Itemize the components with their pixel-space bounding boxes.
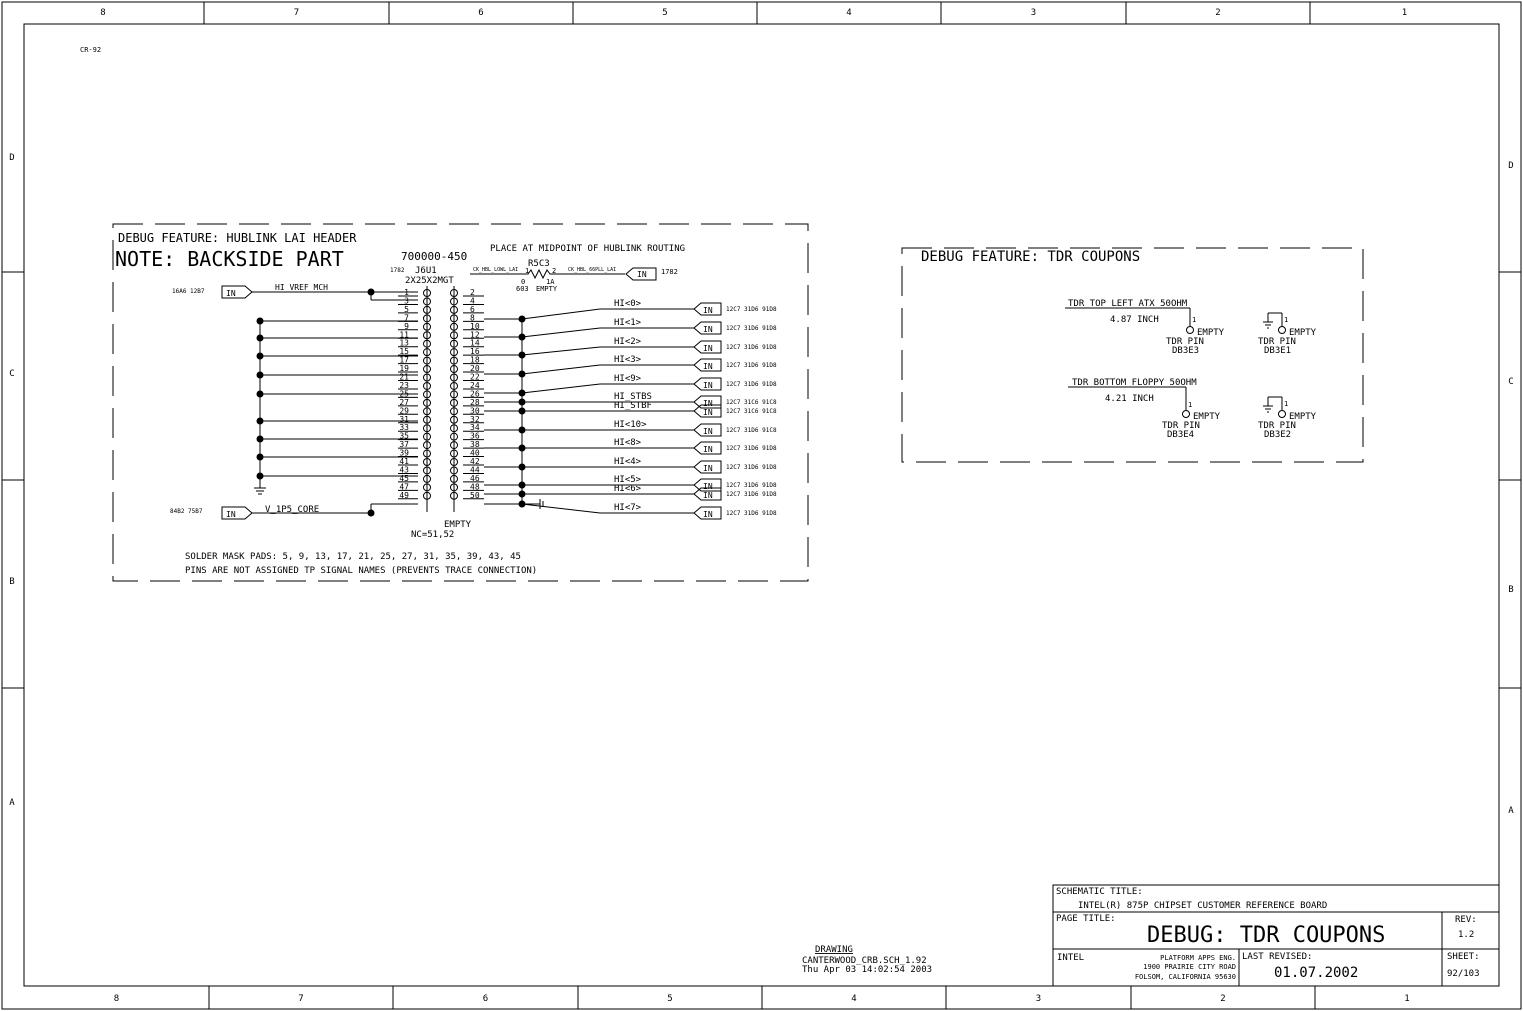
connector-page-ref: 1782 [390,267,405,274]
top-column-labels [100,8,1407,18]
connector-pin-left: 37 [399,440,409,450]
ground-junction [257,391,264,398]
ground-junction [257,436,264,443]
tdr-coupon-2-pin-label: TDR PIN [1162,421,1200,431]
tdr-coupon-2-net: TDR_BOTTOM_FLOPPY_50OHM [1072,378,1197,388]
inner-border [24,24,1499,986]
ground-symbol-right [540,499,543,509]
tdr-coupon-1-net: TDR_TOP_LEFT_ATX_50OHM [1068,299,1188,309]
tdr-coupon-1-ground [1263,313,1282,328]
signal-net-name: HI_STBF [614,401,652,411]
connector-pin-left: 9 [404,321,409,331]
sheet-label: SHEET: [1447,952,1480,962]
signal-in-port-label: IN [703,381,713,390]
connector-pin-left: 25 [399,389,409,399]
connector-pin-left: 49 [399,490,409,500]
signal-net-name: HI<4> [614,457,642,467]
resistor-package: 603 [516,285,529,293]
connector-pin-right: 22 [470,372,480,382]
placement-note: PLACE AT MIDPOINT OF HUBLINK ROUTING [490,244,686,254]
right-row-label: C [1508,377,1514,387]
connector-pin-left: 41 [399,457,409,466]
vref-page-ref: 16A6 12B7 [172,288,205,295]
hublink-title: DEBUG FEATURE: HUBLINK LAI HEADER [118,231,357,245]
right-row-label: B [1508,585,1514,595]
signal-page-refs: 12C7 31D6 91D8 [726,510,777,517]
top-column-label: 1 [1401,8,1408,18]
drawing-file: CANTERWOOD_CRB.SCH_1.92 [802,956,927,966]
right-row-label: D [1508,161,1514,171]
connector-pin-right: 28 [470,397,480,407]
ground-junction [257,372,264,379]
zone-dividers [2,2,1521,1009]
connector-pin-right: 32 [470,414,480,424]
left-row-label: C [9,369,15,379]
hublink-signal-row [484,438,777,454]
connector-pin-right: 34 [470,423,480,433]
tdr-gnd-2-pin-num: 1 [1284,400,1289,408]
connector-pin-right: 48 [470,482,480,492]
resistor-pin1: 1 [525,267,530,275]
connector-type: 2X25X2MGT [405,276,454,286]
tdr-gnd-1-empty: EMPTY [1289,328,1317,338]
tdr-coupons-block [902,248,1363,462]
company-dept: PLATFORM APPS ENG. [1160,954,1236,962]
rev-value: 1.2 [1458,930,1475,940]
right-row-label: A [1508,806,1514,816]
top-column-label: 6 [478,8,484,18]
connector-pin-left: 43 [399,465,409,475]
signal-page-refs: 12C7 31D6 91D8 [726,362,777,369]
company-name: INTEL [1057,953,1085,963]
signal-net-name: HI<6> [614,484,642,494]
signal-in-port-label: IN [703,362,713,371]
signal-net-name: HI<3> [614,355,642,365]
res-in-port-label: IN [637,270,647,279]
connector-pin-left: 15 [399,347,409,357]
signal-page-refs: 12C7 31D6 91D8 [726,381,777,388]
connector-pin-left: 5 [404,304,409,314]
core-page-ref: 84B2 75B7 [170,508,203,515]
connector-pin-left: 45 [399,473,409,483]
signal-page-refs: 12C7 31D6 91D8 [726,464,777,471]
tdr-gnd-2-empty: EMPTY [1289,412,1317,422]
tdr-coupon-2-pad [1183,411,1190,418]
drawing-info [802,945,932,975]
page-title-label: PAGE TITLE: [1056,914,1116,924]
bottom-column-label: 3 [1035,994,1042,1004]
connector-pin-left: 27 [399,397,409,407]
tdr-coupon-1-refdes: DB3E3 [1172,346,1200,356]
connector-pin-right: 10 [470,321,480,331]
res-net-left: CK_HBL_LOWL_LAI [473,267,519,273]
signal-in-port-label: IN [703,427,713,436]
tdr-coupon-2-empty: EMPTY [1193,412,1221,422]
core-in-port-label: IN [226,510,236,519]
connector-pin-right: 24 [470,380,480,390]
right-row-labels [1508,161,1514,816]
signal-in-port-label: IN [703,445,713,454]
connector-pin-right: 44 [470,465,480,475]
connector-pin-left: 33 [399,423,409,433]
company-address-1: 1900 PRAIRIE CITY ROAD [1143,963,1236,971]
solder-mask-note: SOLDER MASK PADS: 5, 9, 13, 17, 21, 25, 27, 31, 35, 39, 43, 45 [185,552,521,562]
signal-page-refs: 12C7 31D6 91D8 [726,344,777,351]
page-title: DEBUG: TDR COUPONS [1147,923,1386,948]
connector-pin-right: 14 [470,338,480,348]
connector-pin-left: 29 [399,406,409,416]
bottom-column-label: 7 [298,994,304,1004]
res-port-page-ref: 1782 [661,268,678,276]
signal-page-refs: 12C7 31D6 91D8 [726,482,777,489]
ground-symbol-left [254,488,266,494]
signal-net-name: HI<0> [614,299,642,309]
tdr-coupon-1-pin-num: 1 [1192,316,1197,324]
company-address-2: FOLSOM, CALIFORNIA 95630 [1134,973,1236,981]
last-revised-label: LAST REVISED: [1242,952,1313,962]
signal-page-refs: 12C7 31D6 91D8 [726,491,777,498]
backside-note: NOTE: BACKSIDE PART [115,247,344,271]
bottom-column-label: 2 [1220,994,1226,1004]
connector-pin-right: 6 [470,304,475,314]
left-row-label: A [9,798,15,808]
signal-in-port-label: IN [703,482,713,491]
signal-net-name: HI<2> [614,337,642,347]
ground-junction [257,318,264,325]
pin-assignment-note: PINS ARE NOT ASSIGNED TP SIGNAL NAMES (PREVENTS TRACE CONNECTION) [185,566,538,576]
connector-pin-left: 17 [399,355,409,365]
signal-net-name: HI<7> [614,503,642,513]
connector-empty-label: EMPTY [444,520,472,530]
hublink-signal-row [484,457,777,473]
signal-in-port-label: IN [703,491,713,500]
tdr-coupon-1-length: 4.87 INCH [1110,315,1159,325]
connector-pin-right: 20 [470,364,480,374]
tdr-coupon-1-empty: EMPTY [1197,328,1225,338]
connector-pin-left: 31 [399,414,409,424]
connector-pin-left: 11 [399,330,409,340]
top-column-label: 7 [293,8,300,18]
connector-pin-right: 18 [470,355,480,365]
title-block [1053,885,1499,986]
signal-net-name: HI_STBS [614,392,652,402]
tdr-gnd-2-pin-label: TDR PIN [1258,421,1296,431]
ground-junction [257,353,264,360]
vref-in-port-label: IN [226,289,236,298]
signal-page-refs: 12C7 31D6 91D8 [726,306,777,313]
tdr-title: DEBUG FEATURE: TDR COUPONS [921,249,1141,265]
ground-junction [257,335,264,342]
connector-pin-right: 50 [470,490,480,500]
signal-net-name: HI<9> [614,374,642,384]
signal-net-name: HI<8> [614,438,642,448]
signal-in-port-label: IN [703,464,713,473]
tdr-coupon-1-pin-label: TDR PIN [1166,337,1204,347]
connector-pin-right: 36 [470,431,480,441]
tdr-gnd-2-pad [1279,411,1286,418]
resistor-value: 0 [521,278,526,286]
signal-page-refs: 12C7 31D6 91C8 [726,427,777,434]
resistor-refdes: R5C3 [528,259,550,269]
tdr-coupon-2-length: 4.21 INCH [1105,394,1154,404]
connector-pin-right: 26 [470,389,480,399]
signal-in-port-label: IN [703,325,713,334]
signal-net-name: HI<10> [614,420,647,430]
signal-in-port-label: IN [703,344,713,353]
connector-pin-left: 1 [404,288,409,297]
schematic-title-label: SCHEMATIC TITLE: [1056,887,1143,897]
signal-in-port-label: IN [703,408,713,417]
connector-pin-right: 38 [470,440,480,450]
tdr-coupon-2-ground [1263,397,1282,412]
drawing-label: DRAWING [815,945,853,955]
signal-page-refs: 12C7 31D6 91D8 [726,325,777,332]
outer-border [2,2,1521,1009]
bottom-column-label: 6 [482,994,489,1004]
core-net-name: V_1P5_CORE [265,505,320,515]
bottom-column-label: 5 [667,994,673,1004]
connector-pin-left: 13 [399,338,409,348]
connector-pin-right: 2 [470,288,475,297]
connector-pin-left: 3 [404,296,409,306]
connector-pin-right: 16 [470,347,480,357]
schematic-title: INTEL(R) 875P CHIPSET CUSTOMER REFERENCE BOARD [1078,901,1328,911]
connector-pin-right: 4 [470,296,475,306]
tdr-coupon-2-refdes: DB3E4 [1167,430,1195,440]
left-row-label: B [9,577,15,587]
signal-page-refs: 12C7 31D6 91D8 [726,445,777,452]
top-column-label: 2 [1215,8,1221,18]
bottom-column-label: 1 [1404,994,1410,1004]
connector-pin-right: 46 [470,473,480,483]
signal-in-port-label: IN [703,510,713,519]
signal-page-refs: 12C7 31C6 91C8 [726,399,777,406]
hublink-signals [484,299,777,519]
nc-pins-label: NC=51,52 [411,530,455,540]
connector-pins [398,286,484,512]
connector-pin-left: 39 [399,448,409,458]
resistor-pin2: 2 [552,267,557,275]
bottom-column-label: 8 [113,994,120,1004]
connector-pin-left: 7 [404,313,409,323]
connector-pin-left: 23 [399,380,409,390]
page-ref: CR-92 [80,46,102,54]
drawing-timestamp: Thu Apr 03 14:02:54 2003 [802,965,933,975]
last-revised-date: 01.07.2002 [1274,965,1359,981]
resistor-empty: EMPTY [536,285,558,293]
ground-junction [257,418,264,425]
connector-pin-right: 40 [470,448,480,458]
connector-pin-right: 8 [470,313,475,323]
connector-pin-right: 42 [470,457,480,466]
connector-pin-right: 12 [470,330,480,340]
tdr-coupon-1-pad [1187,327,1194,334]
tdr-gnd-1-pad [1279,327,1286,334]
tdr-gnd-1-refdes: DB3E1 [1264,346,1292,356]
hublink-signal-row [484,501,777,520]
top-column-label: 3 [1030,8,1037,18]
part-number: 700000-450 [401,250,468,263]
signal-in-port-label: IN [703,306,713,315]
top-column-label: 8 [100,8,106,18]
ground-junction [257,473,264,480]
connector-refdes: J6U1 [415,266,437,276]
tdr-gnd-1-pin-label: TDR PIN [1258,337,1296,347]
vref-net-name: HI_VREF_MCH [275,283,328,292]
sheet-number: 92/103 [1447,969,1480,979]
connector-pin-left: 35 [399,431,409,441]
signal-net-name: HI<5> [614,475,642,485]
left-gnd-wires [257,318,419,480]
res-net-right: CK_HBL_66PLL_LAI [568,267,617,273]
bottom-column-label: 4 [851,994,857,1004]
tdr-gnd-1-pin-num: 1 [1284,316,1289,324]
signal-net-name: HI<1> [614,318,642,328]
rev-label: REV: [1455,915,1477,925]
connector-pin-left: 19 [399,364,409,374]
top-column-label: 4 [846,8,852,18]
connector-pin-left: 47 [399,482,409,492]
ground-junction [257,454,264,461]
signal-page-refs: 12C7 31C6 91C8 [726,408,777,415]
tdr-gnd-2-refdes: DB3E2 [1264,430,1292,440]
resistor-rating: 1A [546,278,555,286]
signal-in-port-label: IN [703,399,713,408]
left-row-label: D [9,153,15,163]
hublink-signal-row [484,420,777,436]
hublink-lai-block [113,224,808,581]
connector-pin-left: 21 [399,372,409,382]
connector-pin-right: 30 [470,406,480,416]
tdr-coupon-2-pin-num: 1 [1188,401,1193,409]
top-column-label: 5 [662,8,668,18]
